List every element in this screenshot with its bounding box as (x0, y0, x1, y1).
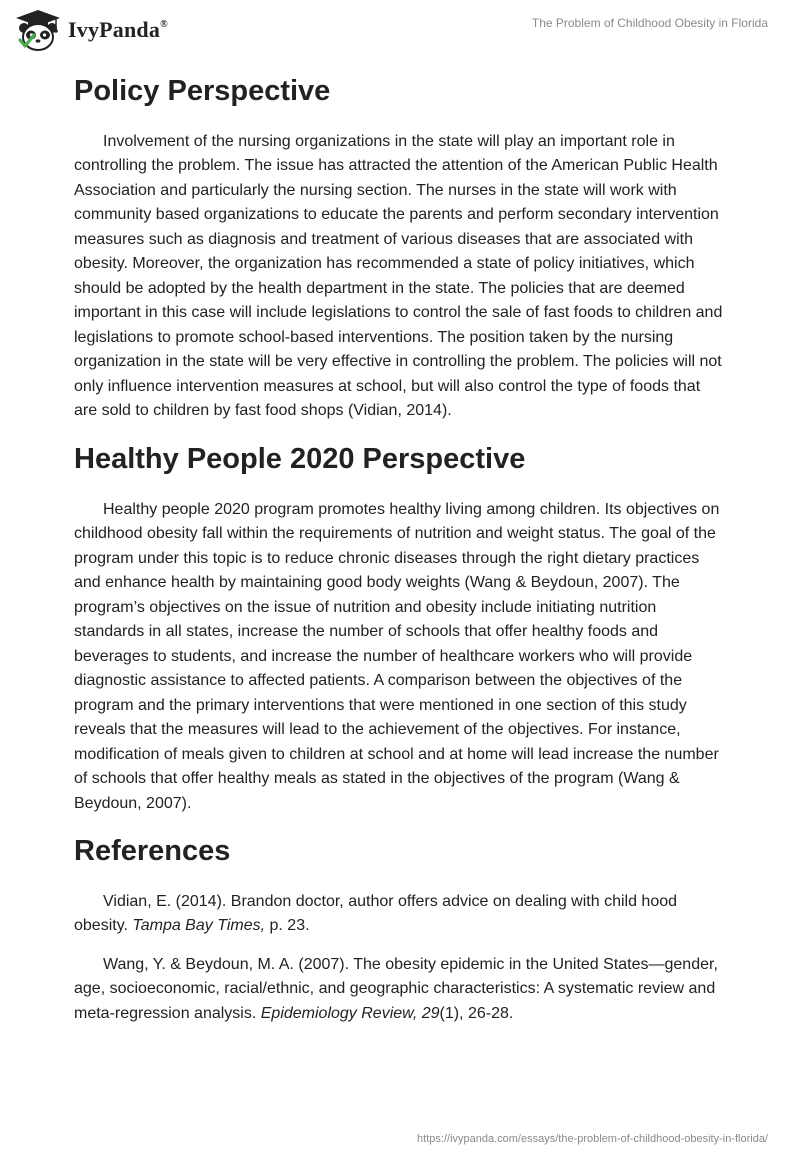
section-heading: References (74, 835, 231, 868)
reference-item: Wang, Y. & Beydoun, M. A. (2007). The obesity epidemic in the United States—gender, age, socioeconomic, racial/ethnic, and geographic characteristics: A systematic review and meta-regression analysis. Epidemiology Review, 29(1), 26-28. (74, 955, 718, 1022)
panda-graduate-icon (14, 8, 62, 52)
healthy-people-section (74, 442, 724, 816)
page-header (0, 0, 800, 64)
policy-section (74, 74, 724, 424)
section-heading: Policy Perspective (74, 75, 331, 107)
ivypanda-logo[interactable] (14, 8, 168, 52)
section-heading: Healthy People 2020 Perspective (74, 442, 526, 475)
brand-name: IvyPanda® (68, 17, 168, 42)
section-paragraph: Involvement of the nursing organizations in the state will play an important role in controlling the problem. The issue has attracted the attention of the American Public Health Association and particularly the nursing section. The nurses in the state will work with community based organizations to educate the parents and perform secondary intervention measures such as diagnosis and treatment of various diseases that are associated with obesity. Moreover, the organization has recommended a state of policy initiatives, which should be adopted by the health department in the state. The policies that are deemed important in this case will include legislations to control the sale of fast foods to children and legislations to promote school-based interventions. The position taken by the nursing organization in the state will be very effective in controlling the problem. The policies will not only influence intervention measures at school, but will also control the type of foods that are sold to children by fast food shops (Vidian, 2014). (74, 132, 723, 420)
footer-url-link[interactable]: https://ivypanda.com/essays/the-problem-of-childhood-obesity-in-florida/ (417, 1133, 768, 1145)
essay-body (74, 68, 724, 1026)
references-section (74, 834, 724, 1026)
section-paragraph: Healthy people 2020 program promotes healthy living among children. Its objectives on childhood obesity fall within the requirements of nutrition and weight status. The goal of the program under this topic is to reduce chronic diseases through the right dietary practices and enhance health by maintaining good body weights (Wang & Beydoun, 2007). The program’s objectives on the issue of nutrition and obesity include initiating nutrition standards in all states, increase the number of schools that offer healthy foods and beverages to students, and increase the number of healthcare workers who will provide diagnostic assistance to affected patients. A comparison between the objectives of the program and the primary interventions that were mentioned in one section of this study reveals that the measures will lead to the achievement of the objectives. For instance, modification of meals given to children at school and at home will lead increase the number of schools that offer healthy meals as stated in the objectives of the program (Wang & Beydoun, 2007). (74, 500, 720, 812)
document-title: The Problem of Childhood Obesity in Florida (531, 16, 768, 30)
reference-item: Vidian, E. (2014). Brandon doctor, author offers advice on dealing with child hood obesity. Tampa Bay Times, p. 23. (74, 892, 678, 935)
